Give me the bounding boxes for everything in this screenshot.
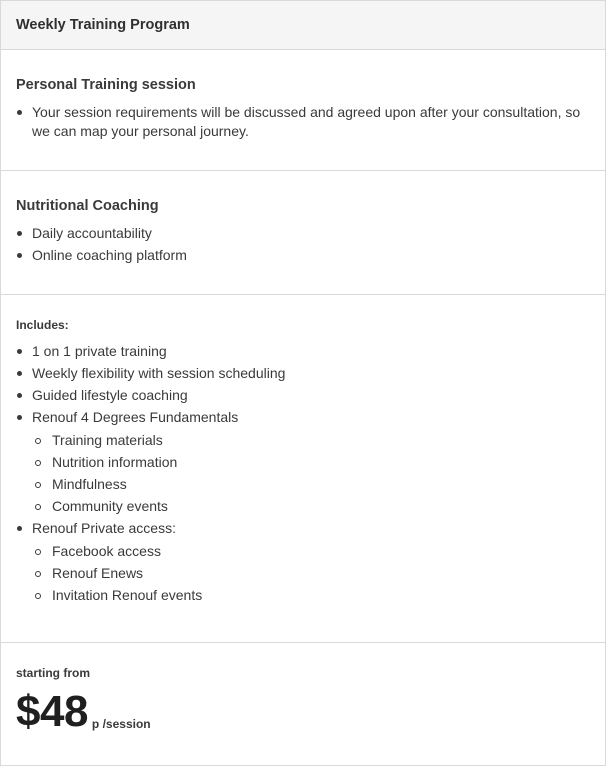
includes-section <box>1 295 605 643</box>
sub-list-item-text: Training materials <box>52 432 163 448</box>
fundamentals-sublist <box>32 431 590 516</box>
pricing-section <box>1 643 605 766</box>
list-item-text: Renouf Private access: <box>32 520 176 536</box>
list-item <box>16 224 590 243</box>
sub-list-item-text: Community events <box>52 498 168 514</box>
list-item-text: Your session requirements will be discussed and agreed upon after your consultation, so we can map your personal journey. <box>32 104 581 139</box>
sub-list-item <box>32 475 590 494</box>
sub-list-item <box>32 542 590 561</box>
bullet-circle-icon <box>35 593 41 599</box>
sub-list-item-text: Facebook access <box>52 543 161 559</box>
sub-list-item <box>32 453 590 472</box>
list-item <box>16 342 590 361</box>
list-item <box>16 364 590 383</box>
sub-list-item <box>32 497 590 516</box>
sub-list-item <box>32 564 590 583</box>
bullet-circle-icon <box>35 460 41 466</box>
sub-list-item-text: Renouf Enews <box>52 565 144 581</box>
personal-training-section <box>1 50 605 171</box>
bullet-dot-icon <box>17 393 22 398</box>
list-item <box>16 386 590 405</box>
list-item <box>16 519 590 605</box>
starting-from-label: starting from <box>16 666 91 680</box>
list-item-text: Guided lifestyle coaching <box>32 387 188 403</box>
bullet-circle-icon <box>35 549 41 555</box>
bullet-dot-icon <box>17 253 22 258</box>
list-item-text: Renouf 4 Degrees Fundamentals <box>32 409 239 425</box>
price-row <box>16 687 590 736</box>
nutritional-coaching-list <box>16 224 590 265</box>
sub-list-item <box>32 431 590 450</box>
private-access-sublist <box>32 542 590 605</box>
list-item-text: Weekly flexibility with session scheduling <box>32 365 286 381</box>
list-item-text: Daily accountability <box>32 225 152 241</box>
bullet-dot-icon <box>17 110 22 115</box>
nutritional-coaching-title: Nutritional Coaching <box>16 198 159 214</box>
program-title: Weekly Training Program <box>16 17 190 33</box>
sub-list-item-text: Invitation Renouf events <box>52 587 203 603</box>
bullet-circle-icon <box>35 438 41 444</box>
sub-list-item <box>32 586 590 605</box>
bullet-dot-icon <box>17 415 22 420</box>
personal-training-title: Personal Training session <box>16 77 196 93</box>
sub-list-item-text: Nutrition information <box>52 454 178 470</box>
bullet-dot-icon <box>17 231 22 236</box>
bullet-dot-icon <box>17 526 22 531</box>
list-item-text: Online coaching platform <box>32 247 187 263</box>
list-item <box>16 103 590 141</box>
bullet-circle-icon <box>35 482 41 488</box>
nutritional-coaching-section <box>1 171 605 295</box>
list-item <box>16 246 590 265</box>
includes-title: Includes: <box>16 318 69 332</box>
personal-training-list <box>16 103 590 141</box>
bullet-circle-icon <box>35 571 41 577</box>
list-item <box>16 408 590 516</box>
bullet-dot-icon <box>17 349 22 354</box>
price-amount: $48 <box>16 687 88 736</box>
price-unit: p /session <box>91 717 151 731</box>
sub-list-item-text: Mindfulness <box>52 476 127 492</box>
card-header <box>1 1 605 50</box>
list-item-text: 1 on 1 private training <box>32 343 167 359</box>
includes-list <box>16 342 590 605</box>
bullet-dot-icon <box>17 371 22 376</box>
bullet-circle-icon <box>35 504 41 510</box>
